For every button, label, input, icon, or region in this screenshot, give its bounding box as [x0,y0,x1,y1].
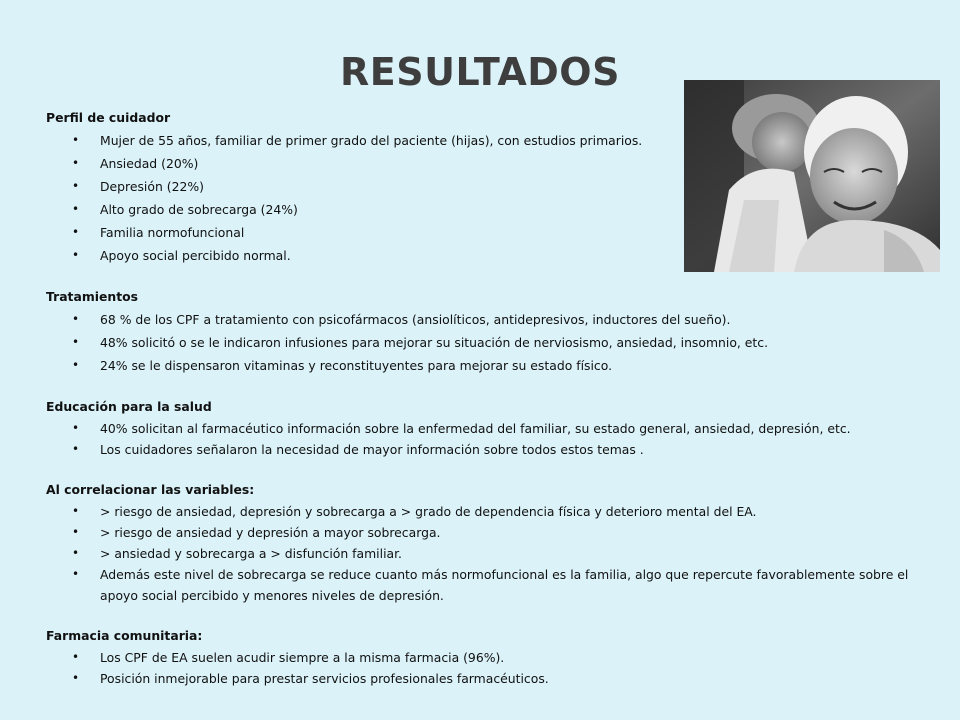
bullet-icon: • [72,671,80,685]
page-title: RESULTADOS [340,50,620,94]
list-item [46,543,936,564]
bullet-icon: • [72,442,80,456]
bullet-icon: • [72,133,80,147]
section-heading: Tratamientos [46,289,139,304]
section-heading: Perfil de cuidador [46,110,171,125]
list-item-text: Familia normofuncional [100,225,245,240]
bullet-list [46,418,936,460]
list-item [46,331,936,354]
section-heading: Farmacia comunitaria: [46,628,203,643]
list-item-text: > riesgo de ansiedad, depresión y sobrecarga a > grado de dependencia física y deterioro mental del EA. [100,504,757,519]
bullet-icon: • [72,421,80,435]
bullet-list [46,501,936,606]
list-item [46,418,936,439]
list-item [46,244,700,267]
section-tratamientos [46,285,936,377]
list-item [46,501,936,522]
list-item [46,354,936,377]
list-item-text: Alto grado de sobrecarga (24%) [100,202,298,217]
list-item [46,175,700,198]
list-item-text: Los cuidadores señalaron la necesidad de mayor información sobre todos estos temas . [100,442,644,457]
list-item-text: Posición inmejorable para prestar servicios profesionales farmacéuticos. [100,671,549,686]
list-item-text: 68 % de los CPF a tratamiento con psicofármacos (ansiolíticos, antidepresivos, inductores del sueño). [100,312,731,327]
list-item-text: 40% solicitan al farmacéutico información sobre la enfermedad del familiar, su estado general, ansiedad, depresión, etc. [100,421,851,436]
section-perfil-cuidador [46,106,936,267]
list-item-text: 48% solicitó o se le indicaron infusiones para mejorar su situación de nerviosismo, ansiedad, insomnio, etc. [100,335,769,350]
section-educacion-salud [46,395,936,460]
list-item-text: Además este nivel de sobrecarga se reduce cuanto más normofuncional es la familia, algo que repercute favorablemente sobre el apoyo social percibido y menores niveles de depresión. [100,567,909,603]
bullet-icon: • [72,225,80,239]
list-item [46,668,936,689]
bullet-list [46,308,936,377]
bullet-icon: • [72,202,80,216]
bullet-list [46,129,936,267]
section-heading: Educación para la salud [46,399,212,414]
bullet-icon: • [72,335,80,349]
list-item [46,198,700,221]
list-item-text: Los CPF de EA suelen acudir siempre a la misma farmacia (96%). [100,650,505,665]
results-content [46,106,936,707]
bullet-icon: • [72,504,80,518]
bullet-icon: • [72,358,80,372]
list-item-text: Apoyo social percibido normal. [100,248,291,263]
section-farmacia-comunitaria [46,624,936,689]
list-item [46,221,700,244]
bullet-list [46,647,936,689]
bullet-icon: • [72,525,80,539]
bullet-icon: • [72,567,80,581]
list-item-text: Depresión (22%) [100,179,204,194]
bullet-icon: • [72,179,80,193]
list-item [46,647,936,668]
list-item-text: Mujer de 55 años, familiar de primer grado del paciente (hijas), con estudios primarios. [100,133,643,148]
list-item [46,564,936,606]
bullet-icon: • [72,312,80,326]
list-item-text: Ansiedad (20%) [100,156,199,171]
list-item-text: 24% se le dispensaron vitaminas y reconstituyentes para mejorar su estado físico. [100,358,613,373]
bullet-icon: • [72,248,80,262]
section-correlacionar-variables [46,478,936,606]
list-item [46,522,936,543]
list-item-text: > ansiedad y sobrecarga a > disfunción familiar. [100,546,402,561]
bullet-icon: • [72,546,80,560]
list-item [46,308,936,331]
list-item [46,439,936,460]
list-item-text: > riesgo de ansiedad y depresión a mayor sobrecarga. [100,525,441,540]
list-item [46,129,700,152]
section-heading: Al correlacionar las variables: [46,482,255,497]
bullet-icon: • [72,650,80,664]
list-item [46,152,700,175]
bullet-icon: • [72,156,80,170]
